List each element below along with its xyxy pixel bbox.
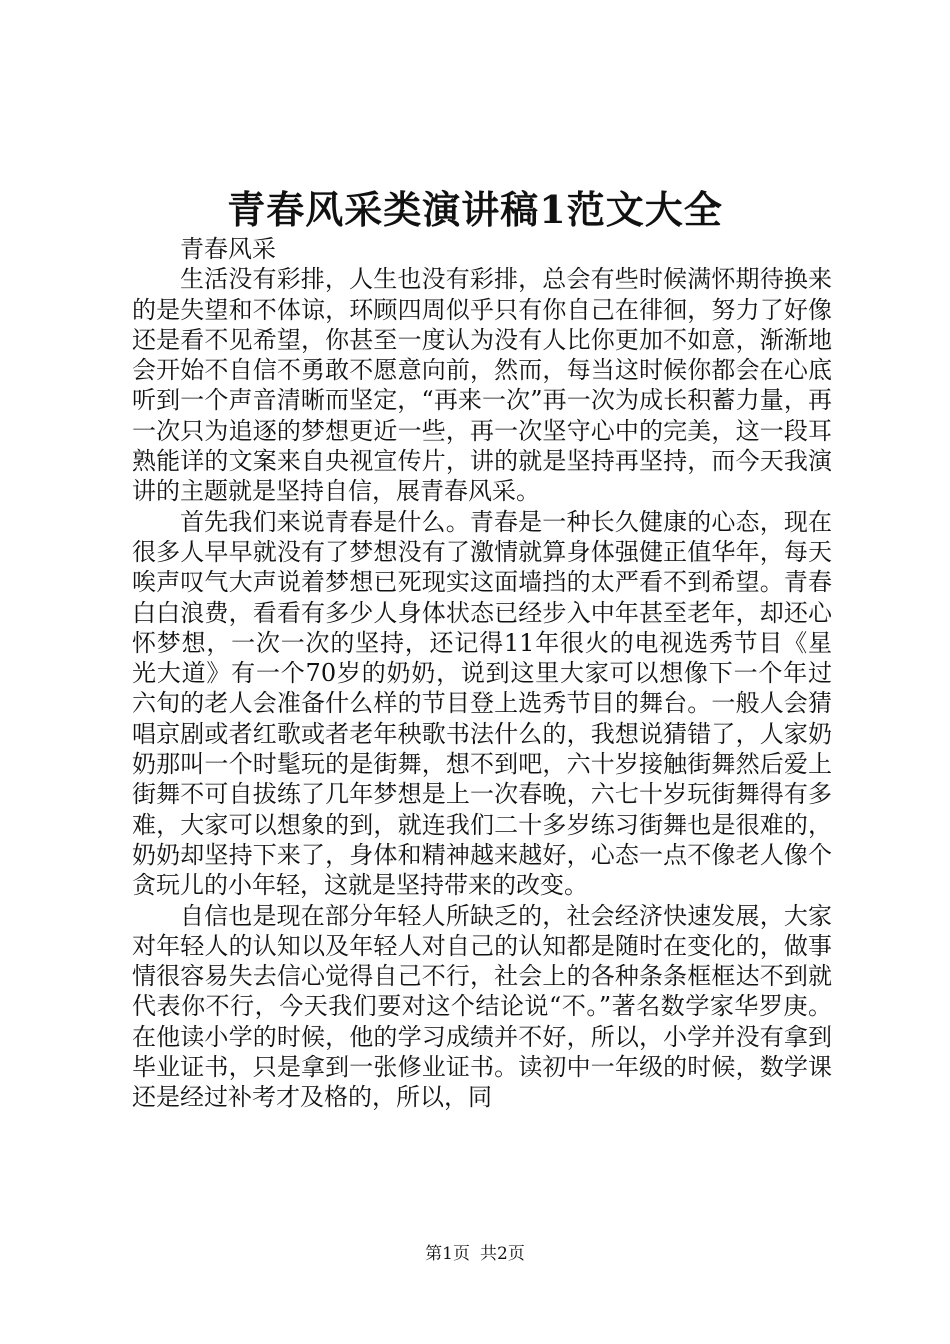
page-total: 共2页 (480, 1244, 525, 1264)
document-body (132, 234, 832, 1113)
page-footer (0, 1243, 950, 1265)
document-title: 青春风采类演讲稿1范文大全 (227, 187, 723, 232)
paragraph: 自信也是现在部分年轻人所缺乏的，社会经济快速发展，大家对年轻人的认知以及年轻人对自己的认知都是随时在变化的，做事情很容易失去信心觉得自己不行，社会上的各种条条框框达不到就代表你不行，今天我们要对这个结论说“不。”著名数学家华罗庚。在他读小学的时候，他的学习成绩并不好，所以，小学并没有拿到毕业证书，只是拿到一张修业证书。读初中一年级的时候，数学课还是经过补考才及格的，所以，同 (132, 901, 832, 1112)
paragraph: 首先我们来说青春是什么。青春是一种长久健康的心态，现在很多人早早就没有了梦想没有了激情就算身体强健正值华年，每天唉声叹气大声说着梦想已死现实这面墙挡的太严看不到希望。青春白白浪费，看看有多少人身体状态已经步入中年甚至老年，却还心怀梦想，一次一次的坚持，还记得11年很火的电视选秀节目《星光大道》有一个70岁的奶奶，说到这里大家可以想像下一个年过六旬的老人会准备什么样的节目登上选秀节目的舞台。一般人会猜唱京剧或者红歌或者老年秧歌书法什么的，我想说猜错了，人家奶奶那叫一个时髦玩的是街舞，想不到吧，六十岁接触街舞然后爱上街舞不可自拔练了几年梦想是上一次春晚，六七十岁玩街舞得有多难，大家可以想象的到，就连我们二十多岁练习街舞也是很难的，奶奶却坚持下来了，身体和精神越来越好，心态一点不像老人像个贪玩儿的小年轻，这就是坚持带来的改变。 (132, 507, 832, 900)
paragraph: 生活没有彩排，人生也没有彩排，总会有些时候满怀期待换来的是失望和不体谅，环顾四周似乎只有你自己在徘徊，努力了好像还是看不见希望，你甚至一度认为没有人比你更加不如意，渐渐地会开始不自信不勇敢不愿意向前，然而，每当这时候你都会在心底听到一个声音清晰而坚定，“再来一次”再一次为成长积蓄力量，再一次只为追逐的梦想更近一些，再一次坚守心中的完美，这一段耳熟能详的文案来自央视宣传片，讲的就是坚持再坚持，而今天我演讲的主题就是坚持自信，展青春风采。 (132, 265, 832, 506)
paragraph-heading: 青春风采 (180, 235, 276, 263)
page-number: 第1页 (425, 1244, 470, 1264)
